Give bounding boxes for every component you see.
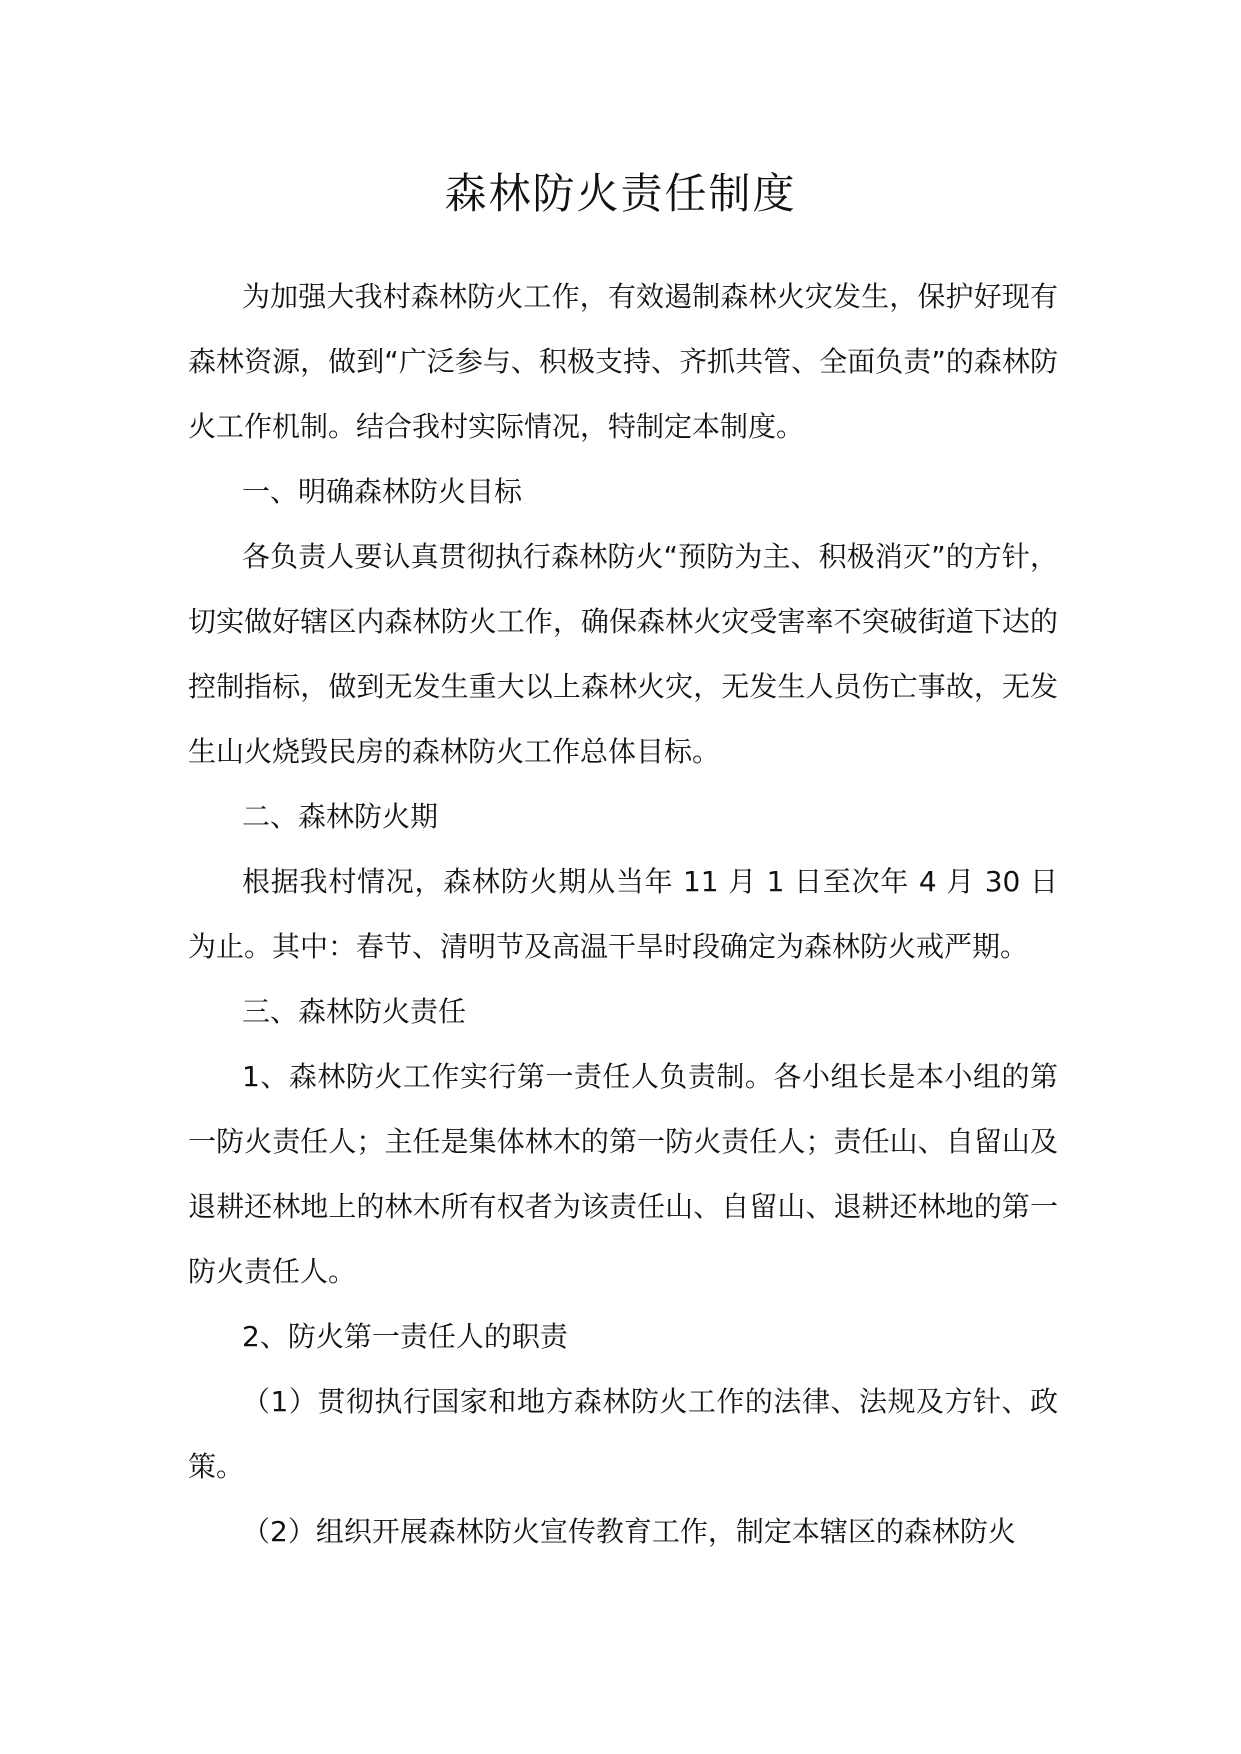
heading-section-2: 二、森林防火期 — [242, 800, 439, 833]
paragraph-section-1: 各负责人要认真贯彻执行森林防火“预防为主、积极消灭”的方针，切实做好辖区内森林防火工作，确保森林火灾受害率不突破街道下达的控制指标，做到无发生重大以上森林火灾，无发生人员伤亡事故，无发生山火烧毁民房的森林防火工作总体目标。 — [188, 540, 1058, 768]
paragraph-subitem-2: （2）组织开展森林防火宣传教育工作，制定本辖区的森林防火 — [242, 1515, 1016, 1548]
document-title: 森林防火责任制度 — [444, 169, 797, 218]
document-body — [188, 264, 1058, 1564]
paragraph-item-2-heading: 2、防火第一责任人的职责 — [242, 1320, 568, 1353]
heading-section-1: 一、明确森林防火目标 — [242, 475, 523, 508]
paragraph-subitem-1: （1）贯彻执行国家和地方森林防火工作的法律、法规及方针、政策。 — [188, 1385, 1058, 1483]
paragraph-intro: 为加强大我村森林防火工作，有效遏制森林火灾发生，保护好现有森林资源，做到“广泛参与、积极支持、齐抓共管、全面负责”的森林防火工作机制。结合我村实际情况，特制定本制度。 — [188, 280, 1058, 443]
paragraph-section-2: 根据我村情况，森林防火期从当年 11 月 1 日至次年 4 月 30 日为止。其中：春节、清明节及高温干旱时段确定为森林防火戒严期。 — [188, 865, 1058, 963]
heading-section-3: 三、森林防火责任 — [242, 995, 467, 1028]
paragraph-item-1: 1、森林防火工作实行第一责任人负责制。各小组长是本小组的第一防火责任人；主任是集体林木的第一防火责任人；责任山、自留山及退耕还林地上的林木所有权者为该责任山、自留山、退耕还林地的第一防火责任人。 — [188, 1060, 1058, 1288]
